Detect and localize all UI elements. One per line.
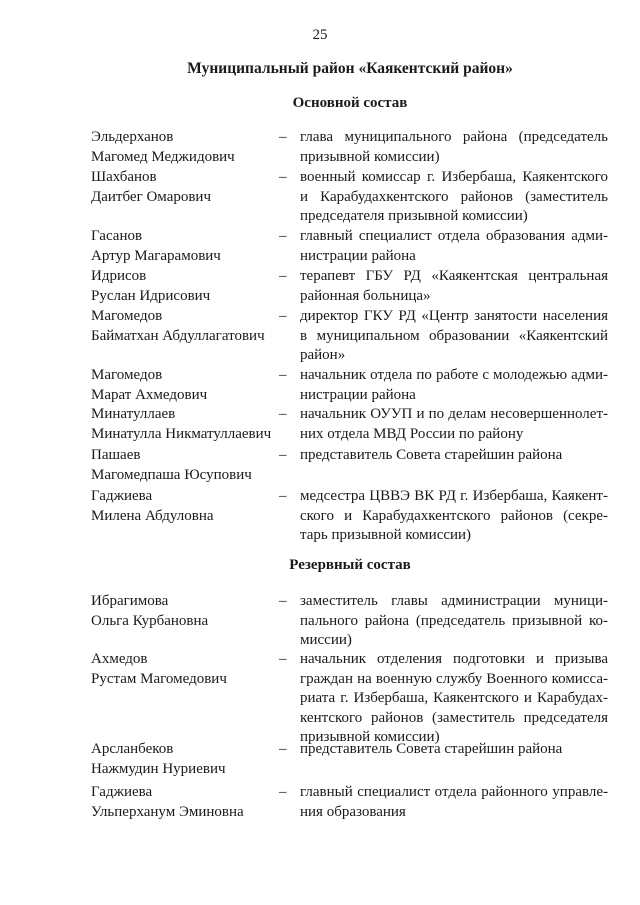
- member-given-names: Ульперханум Эминовна: [91, 803, 244, 820]
- role-line: ния образования: [300, 803, 406, 820]
- member-given-names: Рустам Магомедович: [91, 670, 227, 687]
- dash-separator: –: [279, 741, 287, 757]
- member-given-names: Милена Абдуловна: [91, 507, 214, 524]
- member-name: [91, 366, 281, 405]
- dash-separator: –: [279, 447, 287, 463]
- role-line: призывной комиссии): [300, 148, 440, 165]
- role-line: главный специалист отдела районного управле-: [300, 784, 608, 800]
- member-name: [91, 650, 281, 689]
- member-role: [300, 168, 608, 227]
- role-line: риата г. Избербаша, Каякентского и Карабудах-: [300, 690, 608, 706]
- member-name: [91, 405, 281, 444]
- role-line: них отдела МВД России по району: [300, 425, 524, 442]
- member-surname: Эльдерханов: [91, 129, 174, 145]
- member-role: [300, 740, 608, 760]
- member-name: [91, 740, 281, 779]
- role-line: председателя призывной комиссии): [300, 208, 528, 224]
- member-role: [300, 446, 608, 466]
- role-line: пального района (председатель призывной ко-: [300, 612, 608, 629]
- role-line: ского и Карабудахкентского районов (секре-: [300, 507, 608, 524]
- role-line: медсестра ЦВВЭ ВК РД г. Избербаша, Каякент-: [300, 488, 608, 504]
- member-given-names: Руслан Идрисович: [91, 287, 211, 304]
- member-surname: Шахбанов: [91, 169, 157, 185]
- member-name: [91, 227, 281, 266]
- role-line: кентского районов (заместитель председателя: [300, 709, 608, 726]
- member-name: [91, 783, 281, 822]
- member-name: [91, 446, 281, 485]
- member-surname: Гаджиева: [91, 784, 153, 800]
- member-given-names: Магомед Меджидович: [91, 148, 235, 165]
- role-line: нистрации района: [300, 386, 416, 403]
- member-name: [91, 168, 281, 207]
- member-role: [300, 366, 608, 405]
- role-line: район»: [300, 347, 346, 363]
- member-role: [300, 592, 608, 651]
- role-line: представитель Совета старейшин района: [300, 447, 563, 463]
- member-surname: Гасанов: [91, 228, 143, 244]
- dash-separator: –: [279, 367, 287, 383]
- member-name: [91, 487, 281, 526]
- member-name: [91, 128, 281, 167]
- member-role: [300, 307, 608, 366]
- role-line: районная больница»: [300, 287, 431, 304]
- member-role: [300, 650, 608, 748]
- role-line: в муниципальном образовании «Каякентский: [300, 327, 608, 344]
- member-surname: Магомедов: [91, 308, 163, 324]
- member-given-names: Ольга Курбановна: [91, 612, 209, 629]
- member-surname: Пашаев: [91, 447, 141, 463]
- role-line: нистрации района: [300, 247, 416, 264]
- page-number: 25: [312, 27, 328, 43]
- member-role: [300, 227, 608, 266]
- reserve-section-heading: Резервный состав: [289, 557, 411, 573]
- dash-separator: –: [279, 651, 287, 667]
- role-line: военный комиссар г. Избербаша, Каякентского: [300, 169, 608, 185]
- member-given-names: Нажмудин Нуриевич: [91, 760, 226, 777]
- member-role: [300, 405, 608, 444]
- member-surname: Ахмедов: [91, 651, 148, 667]
- member-role: [300, 267, 608, 306]
- member-name: [91, 307, 281, 346]
- member-name: [91, 267, 281, 306]
- role-line: миссии): [300, 632, 352, 648]
- role-line: начальник ОУУП и по делам несовершеннолет-: [300, 406, 608, 422]
- dash-separator: –: [279, 488, 287, 504]
- role-line: граждан на военную службу Военного комисса-: [300, 670, 608, 687]
- role-line: начальник отдела по работе с молодежью адми-: [300, 367, 608, 383]
- member-role: [300, 128, 608, 167]
- member-surname: Идрисов: [91, 268, 147, 284]
- role-line: главный специалист отдела образования адми-: [300, 228, 608, 244]
- role-line: и Карабудахкентского районов (заместитель: [300, 188, 608, 205]
- member-surname: Гаджиева: [91, 488, 153, 504]
- member-surname: Минатуллаев: [91, 406, 176, 422]
- member-surname: Ибрагимова: [91, 593, 169, 609]
- document-title: Муниципальный район «Каякентский район»: [187, 60, 513, 77]
- member-given-names: Минатулла Никматуллаевич: [91, 425, 272, 442]
- role-line: директор ГКУ РД «Центр занятости населения: [300, 308, 608, 324]
- role-line: призывной комиссии): [300, 729, 440, 745]
- dash-separator: –: [279, 784, 287, 800]
- member-role: [300, 783, 608, 822]
- dash-separator: –: [279, 228, 287, 244]
- dash-separator: –: [279, 169, 287, 185]
- member-given-names: Байматхан Абдуллагатович: [91, 327, 265, 344]
- member-given-names: Магомедпаша Юсупович: [91, 466, 252, 483]
- member-role: [300, 487, 608, 546]
- member-surname: Арсланбеков: [91, 741, 174, 757]
- dash-separator: –: [279, 593, 287, 609]
- member-given-names: Артур Магарамович: [91, 247, 221, 264]
- dash-separator: –: [279, 406, 287, 422]
- dash-separator: –: [279, 129, 287, 145]
- member-given-names: Даитбег Омарович: [91, 188, 211, 205]
- role-line: тарь призывной комиссии): [300, 527, 472, 543]
- role-line: представитель Совета старейшин района: [300, 741, 563, 757]
- dash-separator: –: [279, 268, 287, 284]
- member-surname: Магомедов: [91, 367, 163, 383]
- role-line: глава муниципального района (председатель: [300, 129, 608, 145]
- main-section-heading: Основной состав: [292, 95, 408, 111]
- role-line: заместитель главы администрации муници-: [300, 593, 608, 609]
- role-line: терапевт ГБУ РД «Каякентская центральная: [300, 268, 608, 284]
- dash-separator: –: [279, 308, 287, 324]
- role-line: начальник отделения подготовки и призыва: [300, 651, 608, 667]
- member-name: [91, 592, 281, 631]
- member-given-names: Марат Ахмедович: [91, 386, 208, 403]
